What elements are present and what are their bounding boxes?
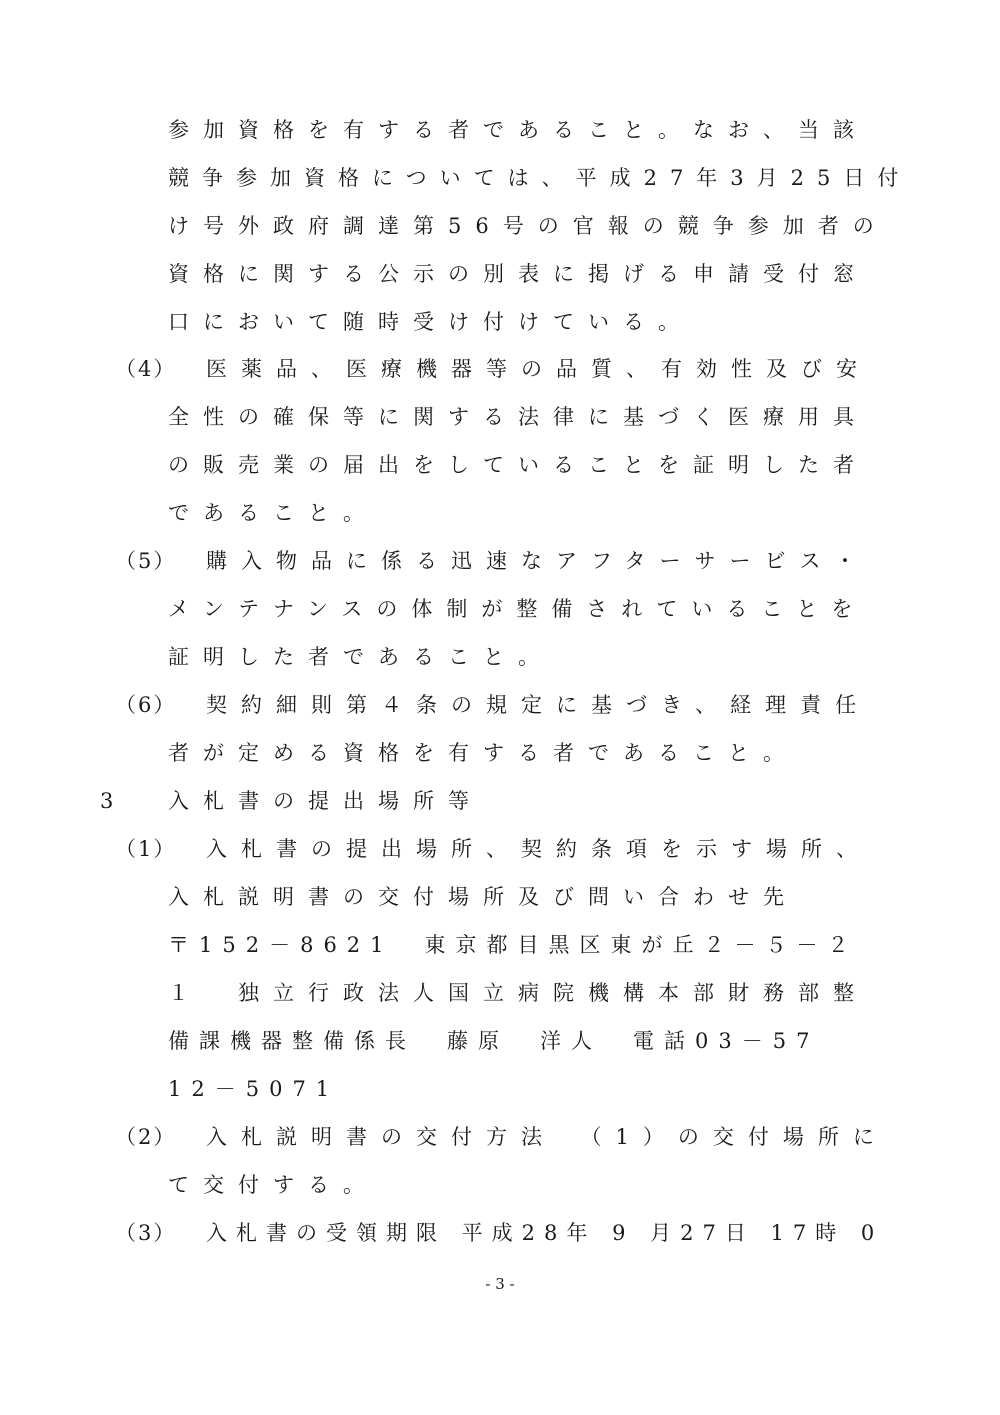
- line-text: であること。: [168, 501, 378, 525]
- text-line: [206, 547, 870, 575]
- text-line: [168, 1171, 378, 1199]
- deadline-line: [206, 1219, 883, 1247]
- line-text: 競争参加資格については、平成27年3月25日付: [168, 166, 912, 190]
- line-text: 口において随時受け付けている。: [168, 310, 693, 334]
- line-text: 12－5071: [168, 1077, 340, 1101]
- line-text: メンテナンスの体制が整備されていることを: [168, 597, 867, 621]
- item-marker: （5）: [115, 549, 177, 573]
- text-line: [168, 883, 798, 911]
- text-line: [168, 643, 553, 671]
- item-marker: （3）: [115, 1221, 177, 1245]
- contact-line: [168, 1027, 819, 1055]
- line-text: 購入物品に係る迅速なアフターサービス・: [206, 549, 870, 573]
- item-marker: （2）: [115, 1125, 177, 1149]
- text-line: [206, 691, 870, 719]
- line-text: 備課機器整備係長 藤原 洋人 電話03－57: [168, 1029, 820, 1053]
- line-text: 参加資格を有する者であること。なお、当該: [168, 118, 868, 142]
- text-line: [168, 308, 693, 336]
- text-line: [206, 1123, 888, 1151]
- item-marker: （4）: [115, 357, 177, 381]
- text-line: [168, 403, 868, 431]
- text-line: [168, 212, 888, 240]
- text-line: [168, 499, 378, 527]
- phone-line: [168, 1075, 339, 1103]
- line-text: 契約細則第４条の規定に基づき、経理責任: [206, 693, 871, 717]
- text-line: [168, 595, 866, 623]
- section-number: 3: [100, 789, 116, 813]
- line-text: 入札説明書の交付方法 （1）の交付場所に: [206, 1125, 888, 1149]
- text-line: [168, 164, 911, 192]
- text-line: [168, 739, 798, 767]
- text-line: [168, 451, 868, 479]
- line-text: 資格に関する公示の別表に掲げる申請受付窓: [168, 262, 868, 286]
- line-text: 入札書の受領期限 平成28年 9 月27日 17時 0: [206, 1221, 884, 1245]
- line-text: 者が定める資格を有する者であること。: [168, 741, 798, 765]
- line-text: け号外政府調達第56号の官報の競争参加者の: [168, 214, 888, 238]
- item-marker: （6）: [115, 693, 177, 717]
- text-line: [168, 260, 868, 288]
- line-text: 入札説明書の交付場所及び問い合わせ先: [168, 885, 798, 909]
- item-marker: （1）: [115, 837, 177, 861]
- address-line: [168, 931, 859, 959]
- text-line: [206, 835, 871, 863]
- line-text: て交付する。: [168, 1173, 378, 1197]
- line-text: 全性の確保等に関する法律に基づく医療用具: [168, 405, 868, 429]
- section-heading: 入札書の提出場所等: [168, 789, 483, 813]
- line-text: １ 独立行政法人国立病院機構本部財務部整: [168, 981, 868, 1005]
- line-text: 入札書の提出場所、契約条項を示す場所、: [206, 837, 871, 861]
- text-line: [168, 979, 868, 1007]
- line-text: 医薬品、医療機器等の品質、有効性及び安: [206, 357, 871, 381]
- line-text: 〒152－8621 東京都目黒区東が丘２－５－２: [168, 933, 859, 957]
- page-number: - 3 -: [485, 1275, 515, 1293]
- line-text: の販売業の届出をしていることを証明した者: [168, 453, 868, 477]
- text-line: [168, 116, 868, 144]
- line-text: 証明した者であること。: [168, 645, 553, 669]
- text-line: [206, 355, 871, 383]
